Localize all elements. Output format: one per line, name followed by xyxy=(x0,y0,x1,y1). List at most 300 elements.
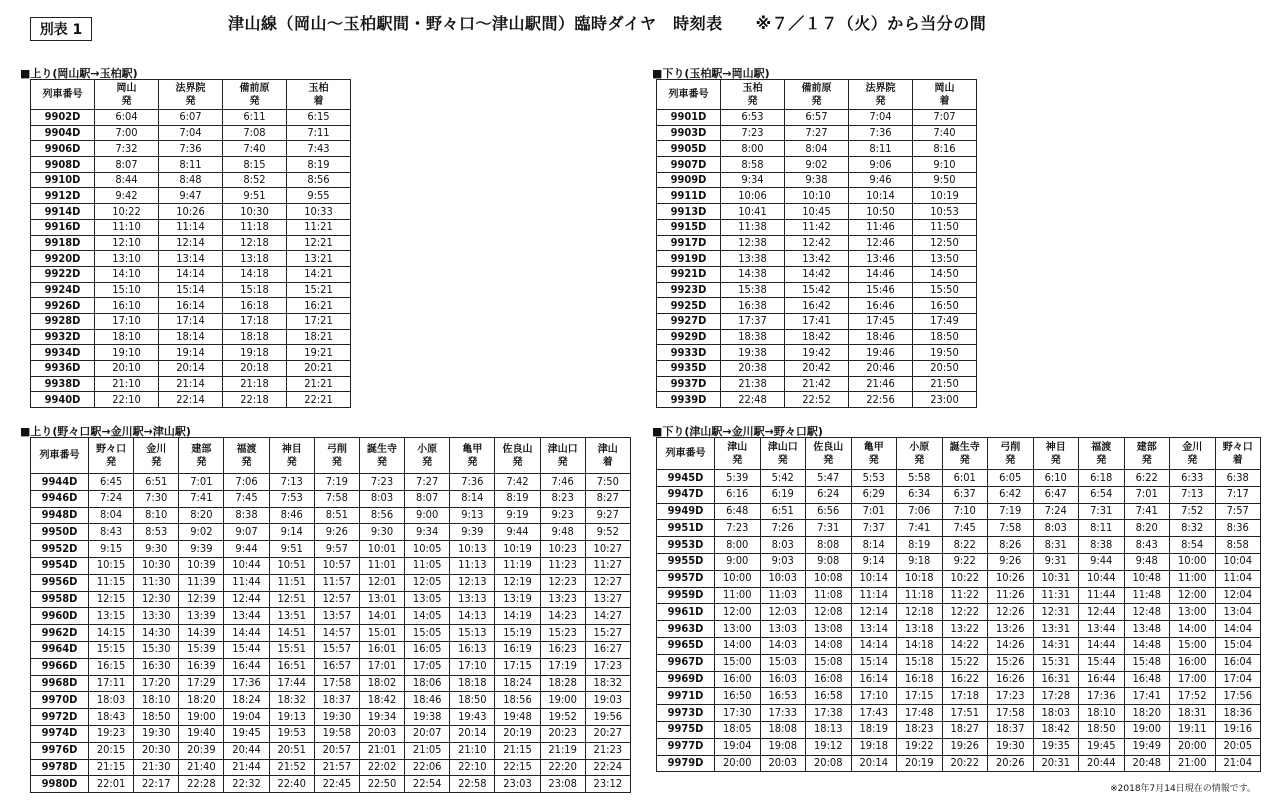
time-cell: 15:39 xyxy=(179,641,224,658)
time-cell: 23:03 xyxy=(495,776,540,793)
time-cell: 16:51 xyxy=(269,658,314,675)
time-cell: 11:14 xyxy=(851,587,897,604)
time-cell: 9:13 xyxy=(450,507,495,524)
time-cell: 19:56 xyxy=(585,709,630,726)
time-cell: 6:18 xyxy=(1079,470,1125,487)
time-cell: 7:01 xyxy=(1124,486,1170,503)
time-cell: 15:18 xyxy=(897,654,943,671)
train-number: 9907D xyxy=(657,157,721,173)
time-cell: 20:07 xyxy=(405,725,450,742)
time-cell: 9:55 xyxy=(287,188,351,204)
time-cell: 13:19 xyxy=(495,591,540,608)
train-number: 9945D xyxy=(657,470,715,487)
station-time-type: 発 xyxy=(875,95,886,107)
time-cell: 10:53 xyxy=(913,204,977,220)
time-cell: 10:23 xyxy=(540,541,585,558)
time-cell: 15:03 xyxy=(760,654,806,671)
time-cell: 11:01 xyxy=(359,557,404,574)
time-cell: 18:37 xyxy=(988,721,1034,738)
time-cell: 22:45 xyxy=(314,776,359,793)
time-cell: 11:22 xyxy=(942,587,988,604)
time-cell: 18:10 xyxy=(1079,705,1125,722)
time-cell: 7:10 xyxy=(942,503,988,520)
time-cell: 8:16 xyxy=(913,141,977,157)
time-cell: 12:03 xyxy=(760,604,806,621)
time-cell: 9:06 xyxy=(849,157,913,173)
table-row xyxy=(31,675,631,692)
train-number: 9948D xyxy=(31,507,89,524)
time-cell: 11:14 xyxy=(159,219,223,235)
time-cell: 14:00 xyxy=(1170,621,1216,638)
time-cell: 22:20 xyxy=(540,759,585,776)
station-time-type: 発 xyxy=(1187,454,1198,466)
time-cell: 10:04 xyxy=(1215,553,1261,570)
time-cell: 14:01 xyxy=(359,608,404,625)
time-cell: 9:39 xyxy=(179,541,224,558)
time-cell: 12:27 xyxy=(585,574,630,591)
time-cell: 21:23 xyxy=(585,742,630,759)
time-cell: 15:18 xyxy=(223,282,287,298)
time-cell: 8:19 xyxy=(495,490,540,507)
station-time-type: 発 xyxy=(121,95,132,107)
time-cell: 21:00 xyxy=(1170,755,1216,772)
table-row xyxy=(31,692,631,709)
time-cell: 6:45 xyxy=(89,474,134,491)
table-row xyxy=(31,608,631,625)
time-cell: 7:36 xyxy=(849,125,913,141)
time-cell: 13:39 xyxy=(179,608,224,625)
table-row xyxy=(657,345,977,361)
time-cell: 15:05 xyxy=(405,625,450,642)
time-cell: 14:39 xyxy=(179,625,224,642)
time-cell: 21:14 xyxy=(159,376,223,392)
time-cell: 14:31 xyxy=(1033,637,1079,654)
station-header xyxy=(540,438,585,474)
train-number: 9954D xyxy=(31,557,89,574)
time-cell: 19:04 xyxy=(224,709,269,726)
time-cell: 6:34 xyxy=(897,486,943,503)
time-cell: 23:08 xyxy=(540,776,585,793)
time-cell: 22:48 xyxy=(721,392,785,408)
time-cell: 22:24 xyxy=(585,759,630,776)
time-cell: 9:52 xyxy=(585,524,630,541)
time-cell: 19:03 xyxy=(585,692,630,709)
time-cell: 16:44 xyxy=(224,658,269,675)
time-cell: 10:00 xyxy=(715,570,761,587)
time-cell: 20:38 xyxy=(721,361,785,377)
time-cell: 9:48 xyxy=(1124,553,1170,570)
time-cell: 20:15 xyxy=(89,742,134,759)
time-cell: 7:50 xyxy=(585,474,630,491)
time-cell: 18:27 xyxy=(942,721,988,738)
time-cell: 7:31 xyxy=(1079,503,1125,520)
time-cell: 12:18 xyxy=(223,235,287,251)
time-cell: 15:08 xyxy=(806,654,852,671)
section-title-up-tsuyama: ■上り(野々口駅→金川駅→津山駅) xyxy=(20,425,191,438)
station-header xyxy=(359,438,404,474)
train-number: 9952D xyxy=(31,541,89,558)
time-cell: 11:42 xyxy=(785,219,849,235)
time-cell: 13:38 xyxy=(721,251,785,267)
table-row xyxy=(31,392,351,408)
time-cell: 16:03 xyxy=(760,671,806,688)
time-cell: 6:54 xyxy=(1079,486,1125,503)
station-time-type: 発 xyxy=(747,95,758,107)
table-row xyxy=(31,490,631,507)
time-cell: 10:51 xyxy=(269,557,314,574)
time-cell: 21:15 xyxy=(495,742,540,759)
train-number: 9956D xyxy=(31,574,89,591)
time-cell: 12:15 xyxy=(89,591,134,608)
time-cell: 14:13 xyxy=(450,608,495,625)
time-cell: 13:18 xyxy=(897,621,943,638)
station-header xyxy=(1215,438,1261,470)
station-name: 建部 xyxy=(191,443,212,455)
time-cell: 22:10 xyxy=(450,759,495,776)
time-cell: 19:38 xyxy=(405,709,450,726)
time-cell: 22:15 xyxy=(495,759,540,776)
train-number: 9926D xyxy=(31,298,95,314)
train-number: 9975D xyxy=(657,721,715,738)
time-cell: 14:18 xyxy=(223,266,287,282)
time-cell: 20:31 xyxy=(1033,755,1079,772)
time-cell: 5:58 xyxy=(897,470,943,487)
time-cell: 9:38 xyxy=(785,172,849,188)
train-number: 9928D xyxy=(31,313,95,329)
time-cell: 20:18 xyxy=(223,361,287,377)
table-row xyxy=(31,557,631,574)
time-cell: 16:18 xyxy=(223,298,287,314)
station-time-type: 発 xyxy=(185,95,196,107)
station-name: 津山口 xyxy=(547,443,578,455)
time-cell: 13:50 xyxy=(913,251,977,267)
station-time-type: 発 xyxy=(331,456,342,468)
time-cell: 18:50 xyxy=(913,329,977,345)
time-cell: 11:31 xyxy=(1033,587,1079,604)
time-cell: 12:10 xyxy=(95,235,159,251)
time-cell: 14:04 xyxy=(1215,621,1261,638)
time-cell: 16:19 xyxy=(495,641,540,658)
table-row xyxy=(657,520,1261,537)
time-cell: 18:14 xyxy=(159,329,223,345)
table-row xyxy=(657,637,1261,654)
time-cell: 7:31 xyxy=(806,520,852,537)
time-cell: 6:07 xyxy=(159,110,223,126)
time-cell: 7:53 xyxy=(269,490,314,507)
table-row xyxy=(31,474,631,491)
station-time-type: 発 xyxy=(512,456,523,468)
time-cell: 21:18 xyxy=(223,376,287,392)
time-cell: 10:57 xyxy=(314,557,359,574)
time-cell: 12:19 xyxy=(495,574,540,591)
time-cell: 7:23 xyxy=(359,474,404,491)
train-number: 9940D xyxy=(31,392,95,408)
time-cell: 11:03 xyxy=(760,587,806,604)
time-cell: 7:40 xyxy=(913,125,977,141)
station-header xyxy=(913,80,977,110)
station-time-type: 発 xyxy=(1141,454,1152,466)
time-cell: 10:06 xyxy=(721,188,785,204)
table-row xyxy=(31,524,631,541)
time-cell: 19:00 xyxy=(179,709,224,726)
time-cell: 18:46 xyxy=(405,692,450,709)
train-number: 9969D xyxy=(657,671,715,688)
time-cell: 16:15 xyxy=(89,658,134,675)
time-cell: 18:24 xyxy=(224,692,269,709)
appendix-label: 別表 1 xyxy=(30,17,92,41)
time-cell: 21:05 xyxy=(405,742,450,759)
station-header xyxy=(851,438,897,470)
train-number: 9958D xyxy=(31,591,89,608)
time-cell: 7:37 xyxy=(851,520,897,537)
train-number: 9913D xyxy=(657,204,721,220)
time-cell: 11:18 xyxy=(223,219,287,235)
time-cell: 11:39 xyxy=(179,574,224,591)
time-cell: 22:54 xyxy=(405,776,450,793)
train-number: 9925D xyxy=(657,298,721,314)
train-number: 9960D xyxy=(31,608,89,625)
table-row xyxy=(657,141,977,157)
time-cell: 9:00 xyxy=(715,553,761,570)
time-cell: 12:38 xyxy=(721,235,785,251)
time-cell: 6:51 xyxy=(134,474,179,491)
time-cell: 12:22 xyxy=(942,604,988,621)
time-cell: 7:57 xyxy=(1215,503,1261,520)
time-cell: 12:48 xyxy=(1124,604,1170,621)
table-row xyxy=(657,688,1261,705)
time-cell: 14:22 xyxy=(942,637,988,654)
time-cell: 9:50 xyxy=(913,172,977,188)
station-header xyxy=(89,438,134,474)
time-cell: 6:48 xyxy=(715,503,761,520)
time-cell: 8:56 xyxy=(359,507,404,524)
time-cell: 16:13 xyxy=(450,641,495,658)
train-number: 9929D xyxy=(657,329,721,345)
time-cell: 12:08 xyxy=(806,604,852,621)
station-header xyxy=(223,80,287,110)
time-cell: 13:08 xyxy=(806,621,852,638)
time-cell: 10:30 xyxy=(223,204,287,220)
time-cell: 17:21 xyxy=(287,313,351,329)
time-cell: 9:19 xyxy=(495,507,540,524)
time-cell: 13:10 xyxy=(95,251,159,267)
time-cell: 16:30 xyxy=(134,658,179,675)
time-cell: 18:32 xyxy=(585,675,630,692)
train-number: 9936D xyxy=(31,361,95,377)
timetable-up-okayama-tamagashi xyxy=(30,79,351,408)
time-cell: 17:33 xyxy=(760,705,806,722)
time-cell: 12:00 xyxy=(1170,587,1216,604)
time-cell: 11:50 xyxy=(913,219,977,235)
time-cell: 7:40 xyxy=(223,141,287,157)
time-cell: 6:51 xyxy=(760,503,806,520)
train-number: 9977D xyxy=(657,738,715,755)
time-cell: 17:11 xyxy=(89,675,134,692)
time-cell: 8:51 xyxy=(314,507,359,524)
station-header xyxy=(785,80,849,110)
time-cell: 9:03 xyxy=(760,553,806,570)
time-cell: 19:14 xyxy=(159,345,223,361)
time-cell: 16:21 xyxy=(287,298,351,314)
station-header xyxy=(585,438,630,474)
time-cell: 19:12 xyxy=(806,738,852,755)
time-cell: 15:50 xyxy=(913,282,977,298)
table-row xyxy=(657,298,977,314)
time-cell: 9:22 xyxy=(942,553,988,570)
station-name: 神目 xyxy=(1045,441,1066,453)
time-cell: 6:22 xyxy=(1124,470,1170,487)
time-cell: 13:48 xyxy=(1124,621,1170,638)
time-cell: 17:51 xyxy=(942,705,988,722)
time-cell: 19:26 xyxy=(942,738,988,755)
train-number-header: 列車番号 xyxy=(31,80,95,110)
time-cell: 7:19 xyxy=(988,503,1034,520)
station-time-type: 発 xyxy=(151,456,162,468)
time-cell: 18:50 xyxy=(134,709,179,726)
time-cell: 22:01 xyxy=(89,776,134,793)
time-cell: 21:04 xyxy=(1215,755,1261,772)
time-cell: 8:11 xyxy=(1079,520,1125,537)
train-number: 9906D xyxy=(31,141,95,157)
time-cell: 14:18 xyxy=(897,637,943,654)
time-cell: 6:01 xyxy=(942,470,988,487)
time-cell: 11:46 xyxy=(849,219,913,235)
time-cell: 8:20 xyxy=(179,507,224,524)
time-cell: 20:39 xyxy=(179,742,224,759)
table-row xyxy=(657,570,1261,587)
time-cell: 10:27 xyxy=(585,541,630,558)
time-cell: 17:30 xyxy=(715,705,761,722)
train-number: 9953D xyxy=(657,537,715,554)
time-cell: 11:44 xyxy=(224,574,269,591)
time-cell: 8:03 xyxy=(760,537,806,554)
time-cell: 6:42 xyxy=(988,486,1034,503)
time-cell: 17:37 xyxy=(721,313,785,329)
station-name: 津山 xyxy=(727,441,748,453)
time-cell: 12:14 xyxy=(851,604,897,621)
table-row xyxy=(657,235,977,251)
table-row xyxy=(31,110,351,126)
time-cell: 18:21 xyxy=(287,329,351,345)
time-cell: 9:47 xyxy=(159,188,223,204)
train-number: 9921D xyxy=(657,266,721,282)
time-cell: 8:19 xyxy=(897,537,943,554)
table-row xyxy=(31,188,351,204)
time-cell: 7:23 xyxy=(721,125,785,141)
time-cell: 19:30 xyxy=(314,709,359,726)
station-time-type: 発 xyxy=(557,456,568,468)
table-row xyxy=(657,755,1261,772)
time-cell: 6:56 xyxy=(806,503,852,520)
time-cell: 14:38 xyxy=(721,266,785,282)
time-cell: 13:21 xyxy=(287,251,351,267)
time-cell: 6:24 xyxy=(806,486,852,503)
time-cell: 10:19 xyxy=(913,188,977,204)
station-name: 野々口 xyxy=(96,443,127,455)
table-row xyxy=(657,503,1261,520)
station-name: 法界院 xyxy=(865,82,896,94)
table-row xyxy=(657,376,977,392)
time-cell: 11:27 xyxy=(585,557,630,574)
time-cell: 10:50 xyxy=(849,204,913,220)
time-cell: 19:00 xyxy=(1124,721,1170,738)
time-cell: 7:27 xyxy=(405,474,450,491)
time-cell: 17:41 xyxy=(785,313,849,329)
time-cell: 19:18 xyxy=(223,345,287,361)
time-cell: 19:11 xyxy=(1170,721,1216,738)
time-cell: 11:04 xyxy=(1215,570,1261,587)
time-cell: 8:00 xyxy=(715,537,761,554)
time-cell: 7:46 xyxy=(540,474,585,491)
time-cell: 11:38 xyxy=(721,219,785,235)
time-cell: 12:04 xyxy=(1215,587,1261,604)
time-cell: 10:19 xyxy=(495,541,540,558)
time-cell: 18:46 xyxy=(849,329,913,345)
train-number: 9963D xyxy=(657,621,715,638)
time-cell: 12:44 xyxy=(1079,604,1125,621)
station-header xyxy=(287,80,351,110)
time-cell: 20:44 xyxy=(224,742,269,759)
time-cell: 21:10 xyxy=(95,376,159,392)
time-cell: 18:50 xyxy=(450,692,495,709)
time-cell: 16:58 xyxy=(806,688,852,705)
time-cell: 14:15 xyxy=(89,625,134,642)
train-number: 9965D xyxy=(657,637,715,654)
time-cell: 16:42 xyxy=(785,298,849,314)
time-cell: 13:27 xyxy=(585,591,630,608)
time-cell: 20:26 xyxy=(988,755,1034,772)
train-number: 9944D xyxy=(31,474,89,491)
time-cell: 8:22 xyxy=(942,537,988,554)
time-cell: 13:15 xyxy=(89,608,134,625)
time-cell: 18:08 xyxy=(760,721,806,738)
time-cell: 7:41 xyxy=(1124,503,1170,520)
time-cell: 6:53 xyxy=(721,110,785,126)
time-cell: 16:00 xyxy=(1170,654,1216,671)
header-row xyxy=(31,438,631,474)
time-cell: 10:08 xyxy=(806,570,852,587)
table-row xyxy=(31,313,351,329)
time-cell: 17:28 xyxy=(1033,688,1079,705)
time-cell: 8:26 xyxy=(988,537,1034,554)
train-number: 9903D xyxy=(657,125,721,141)
footnote: ※2018年7月14日現在の情報です。 xyxy=(1110,784,1256,794)
time-cell: 10:48 xyxy=(1124,570,1170,587)
time-cell: 10:44 xyxy=(1079,570,1125,587)
time-cell: 18:31 xyxy=(1170,705,1216,722)
time-cell: 11:44 xyxy=(1079,587,1125,604)
table-row xyxy=(657,266,977,282)
time-cell: 18:05 xyxy=(715,721,761,738)
table-row xyxy=(31,157,351,173)
time-cell: 14:50 xyxy=(913,266,977,282)
table-row xyxy=(657,282,977,298)
station-name: 誕生寺 xyxy=(949,441,980,453)
station-time-type: 発 xyxy=(823,454,834,466)
table-row xyxy=(657,329,977,345)
time-cell: 13:01 xyxy=(359,591,404,608)
train-number: 9923D xyxy=(657,282,721,298)
time-cell: 14:21 xyxy=(287,266,351,282)
time-cell: 18:02 xyxy=(359,675,404,692)
time-cell: 12:14 xyxy=(159,235,223,251)
header-row xyxy=(31,80,351,110)
time-cell: 20:14 xyxy=(450,725,495,742)
time-cell: 8:11 xyxy=(849,141,913,157)
time-cell: 20:14 xyxy=(851,755,897,772)
time-cell: 19:50 xyxy=(913,345,977,361)
time-cell: 21:50 xyxy=(913,376,977,392)
